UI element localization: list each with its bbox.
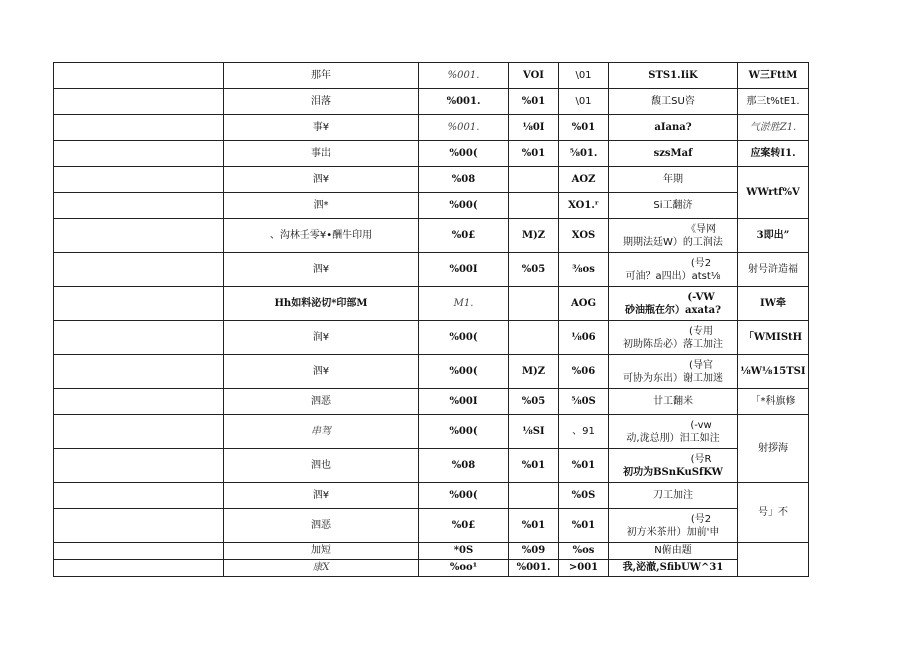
note-line-1: (号2	[690, 257, 712, 269]
remark-cell: W三FttM	[738, 63, 809, 89]
table-row	[54, 449, 809, 483]
note-line-1: (号R	[690, 453, 712, 465]
value-cell	[509, 483, 559, 509]
note-line-1: (号2	[690, 513, 712, 525]
row-label: 泪落	[224, 89, 419, 115]
blank-cell	[54, 560, 224, 577]
rate-cell: %001.	[419, 63, 509, 89]
data-table	[53, 62, 809, 577]
row-label: 润¥	[224, 321, 419, 355]
note-line-1: (专用	[689, 325, 713, 337]
note-cell	[609, 415, 738, 449]
value-cell: %01	[559, 115, 609, 141]
value-cell: %06	[559, 355, 609, 389]
blank-cell	[54, 115, 224, 141]
value-cell: ⅝01.	[559, 141, 609, 167]
blank-cell	[54, 449, 224, 483]
remark-cell: IW牵	[738, 287, 809, 321]
value-cell: %01	[509, 141, 559, 167]
row-label: 串驾	[224, 415, 419, 449]
table-row	[54, 415, 809, 449]
blank-cell	[54, 509, 224, 543]
note-cell: szsMaf	[609, 141, 738, 167]
blank-cell	[54, 89, 224, 115]
value-cell: %01	[509, 509, 559, 543]
remark-cell: 「WMIStH	[738, 321, 809, 355]
value-cell: \01	[559, 63, 609, 89]
remark-cell: 射号浒造福	[738, 253, 809, 287]
value-cell: %os	[559, 543, 609, 560]
blank-cell	[54, 193, 224, 219]
blank-cell	[54, 389, 224, 415]
value-cell: ⅜os	[559, 253, 609, 287]
row-label: 泗¥	[224, 253, 419, 287]
note-cell	[609, 355, 738, 389]
table-row	[54, 141, 809, 167]
value-cell: %0S	[559, 483, 609, 509]
value-cell	[509, 287, 559, 321]
table-row	[54, 543, 809, 560]
remark-cell: 气淤胜Z1.	[738, 115, 809, 141]
rate-cell: %0£	[419, 509, 509, 543]
value-cell: AOZ	[559, 167, 609, 193]
rate-cell: %0£	[419, 219, 509, 253]
note-cell: Si工翻济	[609, 193, 738, 219]
note-line-2: 可油？a四出）atst⅛	[625, 270, 721, 282]
table-row	[54, 63, 809, 89]
blank-cell	[54, 287, 224, 321]
blank-cell	[54, 253, 224, 287]
rate-cell: %08	[419, 167, 509, 193]
remark-cell: ⅛W⅛15TSI	[738, 355, 809, 389]
blank-cell	[54, 355, 224, 389]
note-cell	[609, 219, 738, 253]
row-label: 泗¥	[224, 483, 419, 509]
row-label: 泗恶	[224, 509, 419, 543]
rate-cell: %00(	[419, 355, 509, 389]
value-cell: \01	[559, 89, 609, 115]
note-line-1: (-VW	[687, 291, 715, 303]
note-cell: aIana?	[609, 115, 738, 141]
rate-cell: %00(	[419, 193, 509, 219]
value-cell: %09	[509, 543, 559, 560]
row-label: 事¥	[224, 115, 419, 141]
table-row	[54, 287, 809, 321]
value-cell: %01	[559, 449, 609, 483]
remark-cell: 号」不	[738, 483, 809, 543]
blank-cell	[54, 321, 224, 355]
note-cell	[609, 449, 738, 483]
rate-cell: %00(	[419, 141, 509, 167]
value-cell	[509, 193, 559, 219]
table-row	[54, 167, 809, 193]
value-cell: %05	[509, 389, 559, 415]
blank-cell	[54, 415, 224, 449]
rate-cell: *0S	[419, 543, 509, 560]
table-row	[54, 115, 809, 141]
value-cell: XO1.ʳ	[559, 193, 609, 219]
note-line-2: 初功为BSnKuSfKW	[623, 466, 723, 478]
note-line-2: 可协为东出）谢工加迷	[623, 372, 723, 384]
value-cell: 、91	[559, 415, 609, 449]
table-row	[54, 355, 809, 389]
row-label: 泗¥	[224, 355, 419, 389]
blank-cell	[54, 219, 224, 253]
row-label: 泗也	[224, 449, 419, 483]
value-cell: %05	[509, 253, 559, 287]
note-cell: 刀工加注	[609, 483, 738, 509]
rate-cell: %00I	[419, 253, 509, 287]
row-label: 事岀	[224, 141, 419, 167]
note-cell: 年期	[609, 167, 738, 193]
row-label: 泗¥	[224, 167, 419, 193]
value-cell: ⅛SI	[509, 415, 559, 449]
blank-cell	[54, 167, 224, 193]
note-cell: N俯由题	[609, 543, 738, 560]
remark-cell: WWrtf%V	[738, 167, 809, 219]
rate-cell: %001.	[419, 115, 509, 141]
remark-cell: 那三t%tE1.	[738, 89, 809, 115]
row-label: Hh如料泌切*印部M	[224, 287, 419, 321]
value-cell: ⅝0S	[559, 389, 609, 415]
note-line-2: 初助陈岳必）落工加注	[623, 338, 723, 350]
table-row	[54, 193, 809, 219]
rate-cell: %00I	[419, 389, 509, 415]
blank-cell	[54, 63, 224, 89]
note-line-1: (导官	[689, 359, 713, 371]
table-row	[54, 509, 809, 543]
blank-cell	[54, 543, 224, 560]
value-cell: AOG	[559, 287, 609, 321]
blank-cell	[54, 141, 224, 167]
row-label: 泗*	[224, 193, 419, 219]
remark-cell: 应案转I1.	[738, 141, 809, 167]
blank-cell	[54, 483, 224, 509]
value-cell: %001.	[509, 560, 559, 577]
table-row	[54, 389, 809, 415]
value-cell	[509, 167, 559, 193]
row-label: 、沟林壬零¥•酬牛印用	[224, 219, 419, 253]
remark-cell: 「*科旗修	[738, 389, 809, 415]
note-cell: 馥工SU咨	[609, 89, 738, 115]
note-cell	[609, 509, 738, 543]
rate-cell: %oo¹	[419, 560, 509, 577]
note-line-2: 期期法廷W）的工润法	[623, 236, 723, 248]
table-row	[54, 483, 809, 509]
value-cell: %01	[559, 509, 609, 543]
remark-cell	[738, 543, 809, 577]
value-cell: %01	[509, 449, 559, 483]
rate-cell: %00(	[419, 483, 509, 509]
note-cell: STS1.IiK	[609, 63, 738, 89]
note-line-1: (-vw	[690, 419, 712, 431]
note-cell: 我,泌澈,SfibUW^31	[609, 560, 738, 577]
note-line-2: 动,泷总刖）汨工如注	[626, 432, 720, 444]
row-label: 泗恶	[224, 389, 419, 415]
remark-cell: 射拶海	[738, 415, 809, 483]
table-row	[54, 219, 809, 253]
table-row	[54, 89, 809, 115]
note-line-2: 初方米茶卅）加前'申	[626, 526, 720, 538]
rate-cell: %00(	[419, 321, 509, 355]
value-cell: M)Z	[509, 219, 559, 253]
value-cell: ⅛06	[559, 321, 609, 355]
row-label: 那年	[224, 63, 419, 89]
value-cell: ⅛0I	[509, 115, 559, 141]
row-label: 加短	[224, 543, 419, 560]
value-cell: VOI	[509, 63, 559, 89]
rate-cell: %001.	[419, 89, 509, 115]
note-line-1: 《导网	[686, 223, 716, 235]
note-cell	[609, 253, 738, 287]
note-cell	[609, 287, 738, 321]
value-cell: %01	[509, 89, 559, 115]
remark-cell: 3即出”	[738, 219, 809, 253]
value-cell: XOS	[559, 219, 609, 253]
value-cell: >001	[559, 560, 609, 577]
rate-cell: M1.	[419, 287, 509, 321]
note-cell: 廿工翻米	[609, 389, 738, 415]
value-cell	[509, 321, 559, 355]
table-row	[54, 321, 809, 355]
rate-cell: %00(	[419, 415, 509, 449]
table-row	[54, 560, 809, 577]
table-row	[54, 253, 809, 287]
note-cell	[609, 321, 738, 355]
row-label: 康X	[224, 560, 419, 577]
value-cell: M)Z	[509, 355, 559, 389]
rate-cell: %08	[419, 449, 509, 483]
note-line-2: 砂油瓶在尔）axata?	[625, 304, 721, 316]
